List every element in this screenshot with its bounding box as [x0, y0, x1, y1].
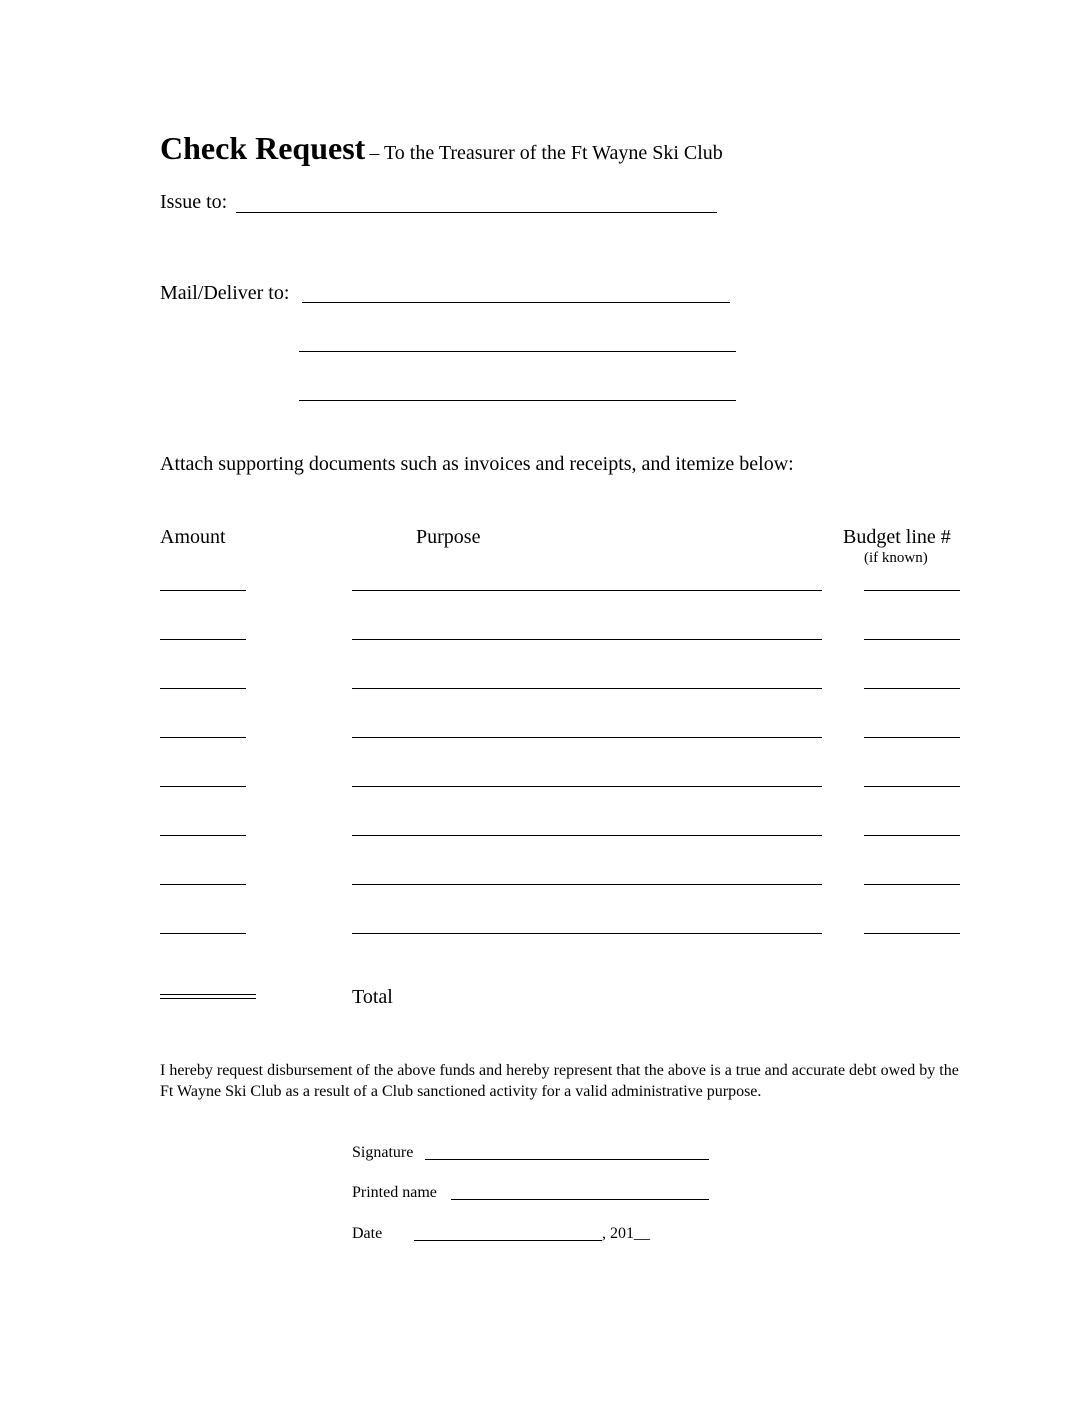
- budget-line-field[interactable]: [864, 737, 960, 738]
- budget-line-field[interactable]: [864, 639, 960, 640]
- date-field[interactable]: [414, 1240, 602, 1241]
- purpose-field[interactable]: [352, 933, 822, 934]
- printed-name-field[interactable]: [451, 1199, 709, 1200]
- purpose-field[interactable]: [352, 590, 822, 591]
- mail-deliver-field-3[interactable]: [299, 400, 736, 401]
- purpose-field[interactable]: [352, 639, 822, 640]
- budget-line-field[interactable]: [864, 884, 960, 885]
- amount-field[interactable]: [160, 786, 246, 787]
- purpose-field[interactable]: [352, 737, 822, 738]
- date-label: Date: [352, 1225, 383, 1242]
- budget-line-field[interactable]: [864, 590, 960, 591]
- issue-to-label: Issue to:: [160, 191, 228, 213]
- page-title: [160, 130, 723, 167]
- instructions-text: Attach supporting documents such as invoices and receipts, and itemize below:: [160, 453, 794, 475]
- title-main: Check Request: [160, 130, 366, 166]
- amount-field[interactable]: [160, 688, 246, 689]
- budget-line-field[interactable]: [864, 688, 960, 689]
- budget-line-note: (if known): [864, 550, 928, 566]
- amount-field[interactable]: [160, 835, 246, 836]
- printed-name-label: Printed name: [352, 1184, 437, 1201]
- mail-deliver-field-2[interactable]: [299, 351, 736, 352]
- signature-field[interactable]: [425, 1159, 709, 1160]
- total-label: Total: [352, 986, 393, 1008]
- mail-deliver-field-1[interactable]: [302, 302, 730, 303]
- title-sub: – To the Treasurer of the Ft Wayne Ski Club: [369, 142, 723, 164]
- total-amount-field[interactable]: [160, 994, 256, 999]
- amount-field[interactable]: [160, 933, 246, 934]
- budget-line-field[interactable]: [864, 835, 960, 836]
- amount-header: Amount: [160, 526, 226, 548]
- purpose-field[interactable]: [352, 688, 822, 689]
- signature-label: Signature: [352, 1144, 414, 1161]
- budget-line-header: Budget line #: [843, 526, 951, 548]
- purpose-field[interactable]: [352, 835, 822, 836]
- budget-line-field[interactable]: [864, 786, 960, 787]
- date-year-suffix: , 201__: [602, 1225, 650, 1242]
- budget-line-field[interactable]: [864, 933, 960, 934]
- purpose-header: Purpose: [416, 526, 481, 548]
- purpose-field[interactable]: [352, 884, 822, 885]
- amount-field[interactable]: [160, 590, 246, 591]
- mail-deliver-label: Mail/Deliver to:: [160, 282, 290, 304]
- declaration-text: I hereby request disbursement of the above funds and hereby represent that the above is a true and accurate debt owed by the Ft Wayne Ski Club as a result of a Club sanctioned activity for a valid administrative purpose.: [160, 1062, 959, 1100]
- amount-field[interactable]: [160, 884, 246, 885]
- amount-field[interactable]: [160, 737, 246, 738]
- issue-to-field[interactable]: [236, 212, 717, 213]
- amount-field[interactable]: [160, 639, 246, 640]
- purpose-field[interactable]: [352, 786, 822, 787]
